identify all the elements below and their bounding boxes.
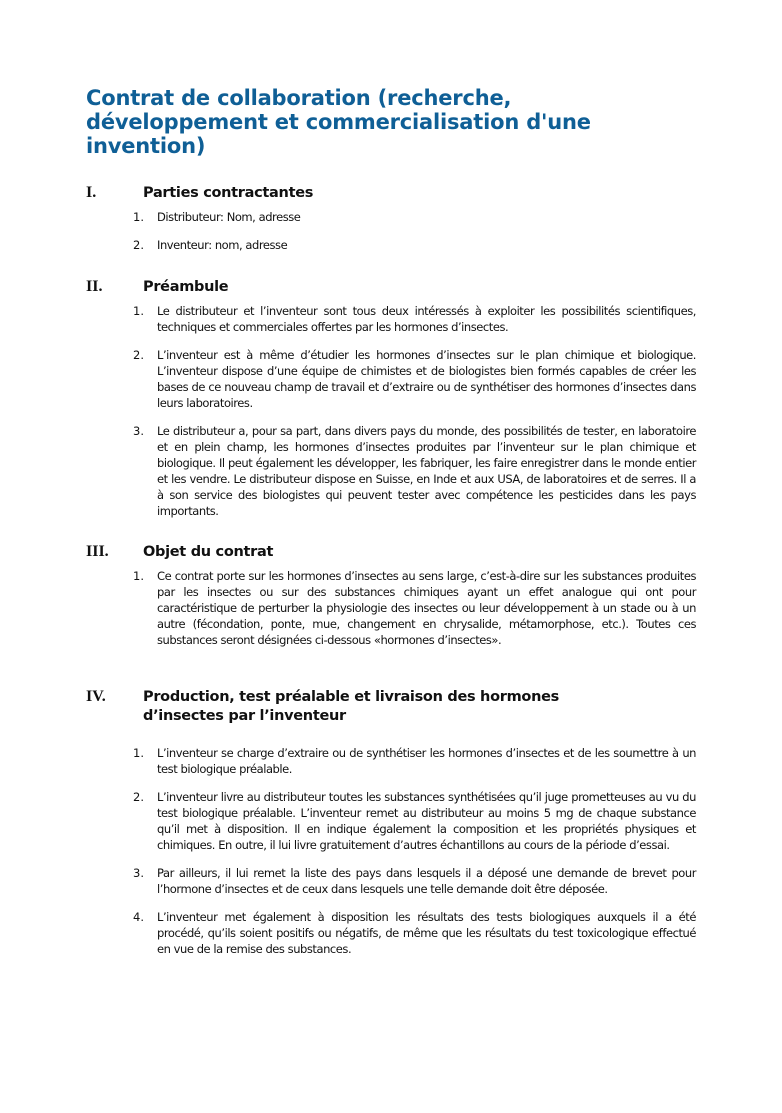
section-list: [86, 568, 696, 648]
list-item: 1. Le distributeur et l’inventeur sont tous deux intéressés à exploiter les possibilités scientifiques, techniques et commerciales offertes par les hormones d’insectes.: [133, 304, 696, 334]
section-preambule: [86, 278, 696, 531]
section-heading: [86, 278, 696, 300]
section-title: Production, test préalable et livraison des hormones d’insectes par l’inventeur: [143, 689, 559, 724]
section-heading: [86, 688, 696, 726]
section-title: Objet du contrat: [143, 544, 274, 560]
section-list: [86, 209, 696, 253]
section-production: [86, 688, 696, 969]
section-number: III.: [86, 543, 109, 560]
list-item: 2. L’inventeur livre au distributeur toutes les substances synthétisées qu’il juge prometteuses au vu du test biologique préalable. L’inventeur remet au distributeur au moins 5 mg de chaque substance qu’il met à disposition. Il en indique également la composition et les propriétés physiques et chimiques. En outre, il lui livre gratuitement d’autres échantillons au cours de la période d’essai.: [133, 790, 696, 852]
section-number: I.: [86, 184, 97, 201]
section-number: II.: [86, 278, 103, 295]
section-heading: [86, 184, 696, 206]
section-title: Parties contractantes: [143, 185, 314, 201]
section-parties: [86, 184, 696, 265]
list-item: 3. Le distributeur a, pour sa part, dans divers pays du monde, des possibilités de tester, en laboratoire et en plein champ, les hormones d’insectes produites par l’inventeur sur le plan chimique et biologique. Il peut également les développer, les fabriquer, les faire enregistrer dans le monde entier et les vendre. Le distributeur dispose en Suisse, en Inde et aux USA, de laboratoires et de serres. Il a à son service des biologistes qui peuvent tester avec compétence les pesticides dans les pays importants.: [133, 424, 696, 518]
list-item: 1. Ce contrat porte sur les hormones d’insectes au sens large, c’est-à-dire sur les substances produites par les insectes ou sur des substances chimiques ayant un effet analogue qui ont pour caractéristique de perturber la physiologie des insectes ou leur développement à un stade ou à un autre (fécondation, ponte, mue, changement en chrysalide, métamorphose, etc.). Toutes ces substances seront désignées ci-dessous «hormones d’insectes».: [133, 569, 696, 647]
list-item: 2. L’inventeur est à même d’étudier les hormones d’insectes sur le plan chimique et biologique. L’inventeur dispose d’une équipe de chimistes et de biologistes bien formés capables de créer les bases de ce nouveau champ de travail et d’extraire ou de synthétiser des hormones d’insectes dans leurs laboratoires.: [133, 348, 696, 410]
document-title: Contrat de collaboration (recherche, développement et commercialisation d'une invention): [86, 86, 591, 158]
section-list: [86, 745, 696, 957]
section-objet: [86, 543, 696, 660]
section-number: IV.: [86, 688, 106, 705]
list-item: 2. Inventeur: nom, adresse: [133, 238, 288, 252]
list-item: 1. Distributeur: Nom, adresse: [133, 210, 301, 224]
list-item: 1. L’inventeur se charge d’extraire ou de synthétiser les hormones d’insectes et de les soumettre à un test biologique préalable.: [133, 746, 696, 776]
section-heading: [86, 543, 696, 565]
section-list: [86, 303, 696, 519]
list-item: 3. Par ailleurs, il lui remet la liste des pays dans lesquels il a déposé une demande de brevet pour l’hormone d’insectes et de ceux dans lesquels une telle demande doit être déposée.: [133, 866, 696, 896]
section-title: Préambule: [143, 279, 229, 295]
list-item: 4. L’inventeur met également à disposition les résultats des tests biologiques auxquels il a été procédé, qu’ils soient positifs ou négatifs, de même que les résultats du test toxicologique effectué en vue de la remise des substances.: [133, 910, 696, 956]
